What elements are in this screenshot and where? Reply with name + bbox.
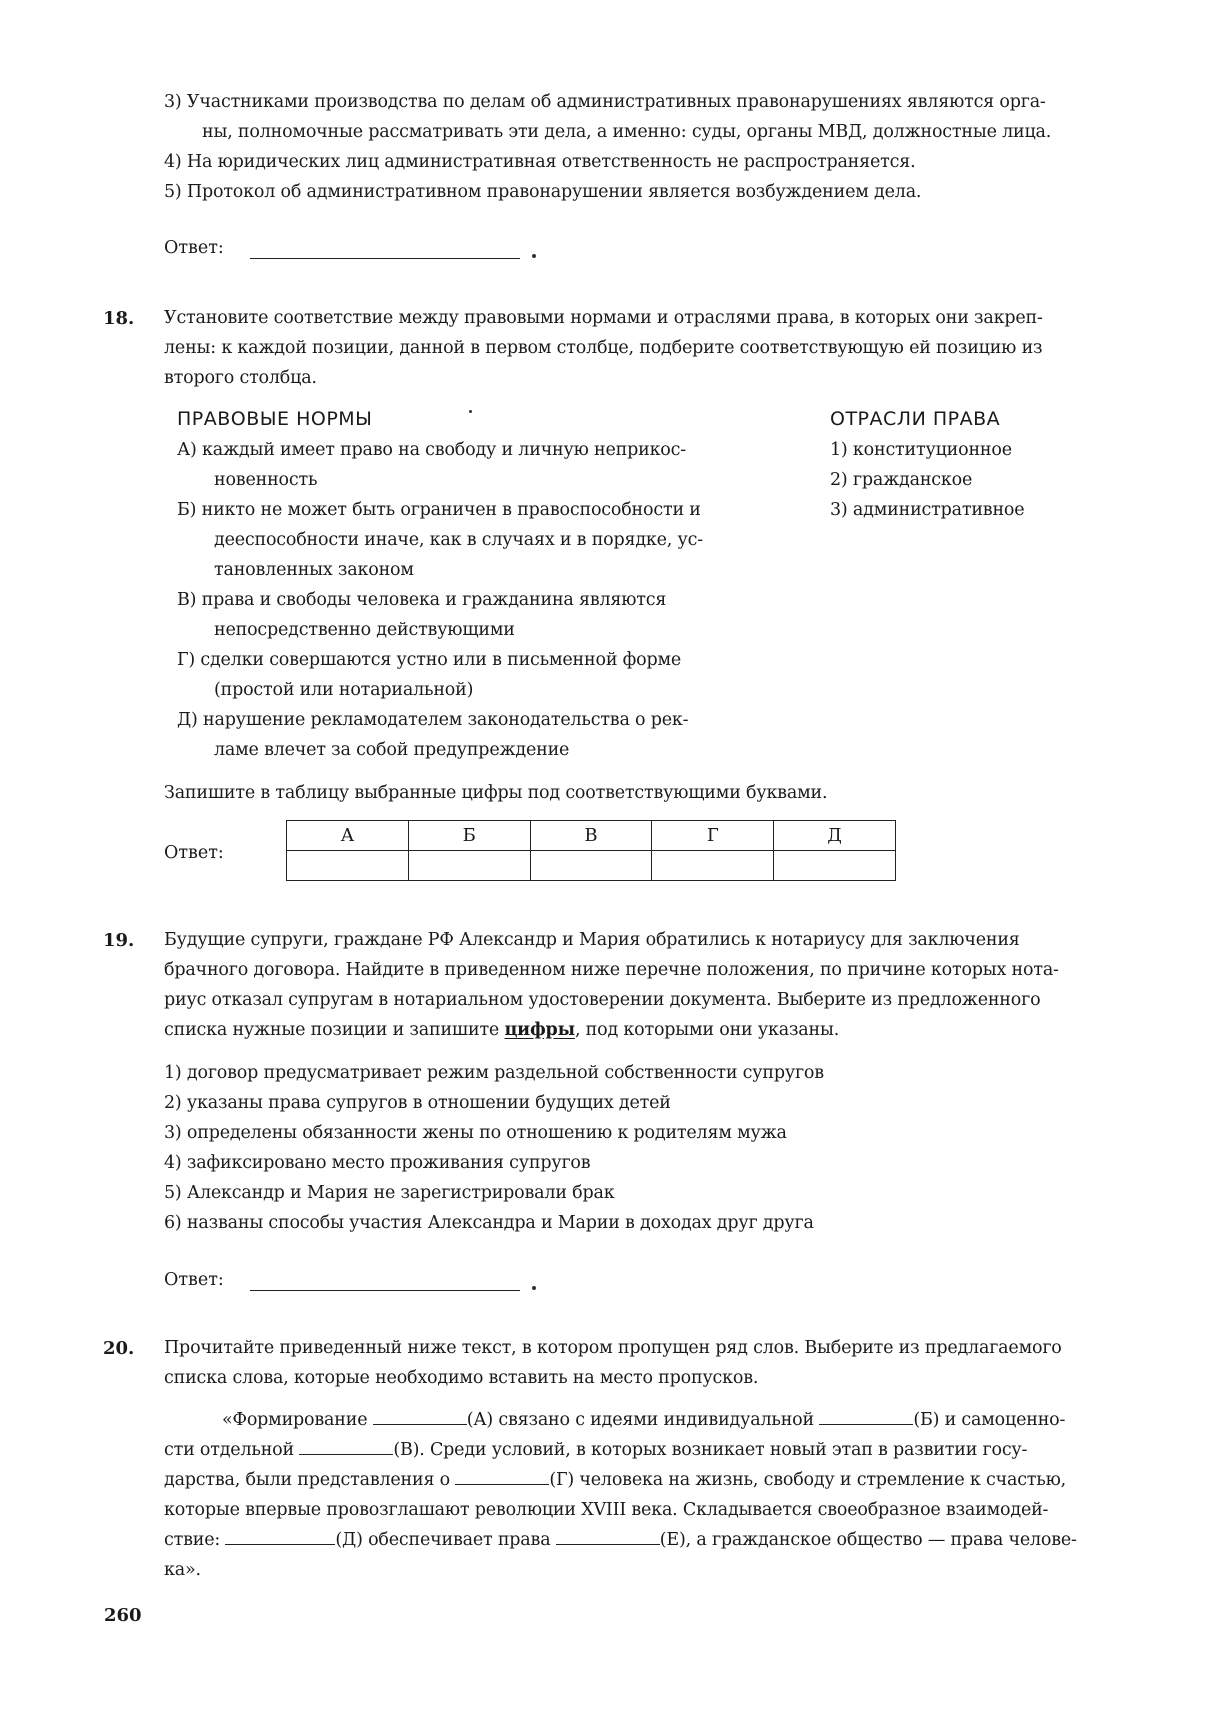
- blank-d[interactable]: [225, 1530, 335, 1545]
- q20-text-line-2: списка слова, которые необходимо вставить на место пропусков.: [164, 1368, 759, 1388]
- blank-b[interactable]: [819, 1410, 913, 1425]
- q19-answer-label: Ответ:: [164, 1270, 224, 1290]
- q18-answer-cell-b[interactable]: [408, 851, 530, 881]
- q18-answer-label: Ответ:: [164, 843, 224, 863]
- q18-text-line-1: Установите соответствие между правовыми нормами и отраслями права, в которых они закреп-: [164, 308, 1043, 328]
- q19-number: 19.: [103, 930, 135, 951]
- norm-d-line-2: ламе влечет за собой предупреждение: [214, 740, 570, 760]
- q18-answer-cell-a[interactable]: [287, 851, 409, 881]
- norm-b-line-3: тановленных законом: [214, 560, 414, 580]
- q20-text-line-1: Прочитайте приведенный ниже текст, в котором пропущен ряд слов. Выберите из предлагаемого: [164, 1338, 1062, 1358]
- q19-option-4: 4) зафиксировано место проживания супругов: [164, 1153, 591, 1173]
- q19-option-6: 6) названы способы участия Александра и Марии в доходах друг друга: [164, 1213, 814, 1233]
- q20-passage-1c: (Б) и самоценно-: [913, 1410, 1066, 1430]
- q19-emphasis-digits: цифры: [504, 1020, 575, 1040]
- q18-instruction: Запишите в таблицу выбранные цифры под соответствующими буквами.: [164, 783, 828, 803]
- q18-table-header-v: В: [530, 821, 652, 851]
- q17-item-3-line-1: 3) Участниками производства по делам об административных правонарушениях являются орга-: [164, 92, 1046, 112]
- q20-passage-line-4: которые впервые провозглашают революции XVIII века. Складывается своеобразное взаимодей-: [164, 1500, 1049, 1520]
- norm-a-line-1: А) каждый имеет право на свободу и личную неприкос-: [177, 440, 686, 460]
- q17-item-3-line-2: ны, полномочные рассматривать эти дела, а именно: суды, органы МВД, должностные лица.: [202, 122, 1052, 142]
- q17-answer-line[interactable]: [250, 258, 520, 259]
- branch-2: 2) гражданское: [830, 470, 973, 490]
- q18-text-line-3: второго столбца.: [164, 368, 317, 388]
- q18-answer-cell-d[interactable]: [774, 851, 896, 881]
- norm-b-line-2: дееспособности иначе, как в случаях и в порядке, ус-: [214, 530, 703, 550]
- norm-a-line-2: новенность: [214, 470, 318, 490]
- q20-passage-line-2: [164, 1440, 1027, 1460]
- q19-text-line-4: [164, 1020, 839, 1040]
- norms-header: ПРАВОВЫЕ НОРМЫ: [177, 408, 373, 430]
- q19-text-line-1: Будущие супруги, граждане РФ Александр и Мария обратились к нотариусу для заключения: [164, 930, 1020, 950]
- q20-passage-2a: сти отдельной: [164, 1440, 300, 1460]
- norm-v-line-2: непосредственно действующими: [214, 620, 515, 640]
- q20-passage-line-5: [164, 1530, 1077, 1550]
- norm-g-line-2: (простой или нотариальной): [214, 680, 474, 700]
- blank-e[interactable]: [556, 1530, 660, 1545]
- page-number: 260: [104, 1605, 142, 1626]
- q17-item-5: 5) Протокол об административном правонарушении является возбуждением дела.: [164, 182, 922, 202]
- blank-g[interactable]: [455, 1470, 549, 1485]
- q19-text-line-3: риус отказал супругам в нотариальном удостоверении документа. Выберите из предложенного: [164, 990, 1041, 1010]
- q20-passage-line-6: ка».: [164, 1560, 201, 1580]
- q20-passage-1a: «Формирование: [222, 1410, 373, 1430]
- q20-passage-line-1: [222, 1410, 1065, 1430]
- q18-table-header-a: А: [287, 821, 409, 851]
- q19-text-line-4-pre: списка нужные позиции и запишите: [164, 1020, 505, 1040]
- blank-a[interactable]: [373, 1410, 467, 1425]
- q19-text-line-2: брачного договора. Найдите в приведенном ниже перечне положения, по причине которых нота-: [164, 960, 1059, 980]
- norm-b-line-1: Б) никто не может быть ограничен в правоспособности и: [177, 500, 701, 520]
- norm-g-line-1: Г) сделки совершаются устно или в письменной форме: [177, 650, 682, 670]
- q18-table-header-d: Д: [774, 821, 896, 851]
- q20-passage-5a: ствие:: [164, 1530, 226, 1550]
- q20-passage-5b: (Д) обеспечивает права: [335, 1530, 556, 1550]
- q17-item-4: 4) На юридических лиц административная ответственность не распространяется.: [164, 152, 916, 172]
- q19-answer-line[interactable]: [250, 1290, 520, 1291]
- norm-v-line-1: В) права и свободы человека и гражданина являются: [177, 590, 667, 610]
- q18-table-header-g: Г: [652, 821, 774, 851]
- q18-answer-table: [286, 820, 896, 881]
- q19-option-3: 3) определены обязанности жены по отношению к родителям мужа: [164, 1123, 787, 1143]
- blank-v[interactable]: [299, 1440, 393, 1455]
- branch-3: 3) административное: [830, 500, 1025, 520]
- q20-passage-line-3: [164, 1470, 1066, 1490]
- q19-option-5: 5) Александр и Мария не зарегистрировали брак: [164, 1183, 615, 1203]
- q17-answer-period: [532, 254, 536, 258]
- norm-d-line-1: Д) нарушение рекламодателем законодательства о рек-: [177, 710, 689, 730]
- q18-answer-cell-v[interactable]: [530, 851, 652, 881]
- branches-header: ОТРАСЛИ ПРАВА: [830, 408, 1001, 430]
- q18-table-header-row: [287, 821, 896, 851]
- q18-table-header-b: Б: [408, 821, 530, 851]
- q17-answer-label: Ответ:: [164, 238, 224, 258]
- q20-passage-3a: дарства, были представления о: [164, 1470, 456, 1490]
- q18-number: 18.: [103, 308, 135, 329]
- q18-table-answer-row: [287, 851, 896, 881]
- q19-answer-period: [532, 1286, 536, 1290]
- q20-passage-5c: (Е), а гражданское общество — права челове-: [659, 1530, 1077, 1550]
- q20-passage-1b: (А) связано с идеями индивидуальной: [466, 1410, 820, 1430]
- q18-answer-cell-g[interactable]: [652, 851, 774, 881]
- q19-option-1: 1) договор предусматривает режим раздельной собственности супругов: [164, 1063, 824, 1083]
- q18-text-line-2: лены: к каждой позиции, данной в первом столбце, подберите соответствующую ей позицию из: [164, 338, 1043, 358]
- stray-dot: [469, 410, 472, 413]
- q19-text-line-4-post: , под которыми они указаны.: [574, 1020, 840, 1040]
- q20-passage-3b: (Г) человека на жизнь, свободу и стремление к счастью,: [549, 1470, 1067, 1490]
- q20-number: 20.: [103, 1338, 135, 1359]
- branch-1: 1) конституционное: [830, 440, 1012, 460]
- q20-passage-2b: (В). Среди условий, в которых возникает новый этап в развитии госу-: [393, 1440, 1028, 1460]
- q19-option-2: 2) указаны права супругов в отношении будущих детей: [164, 1093, 671, 1113]
